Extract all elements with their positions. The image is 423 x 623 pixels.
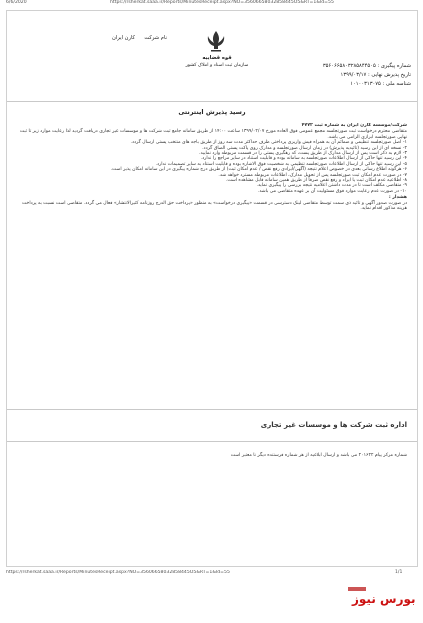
receipt-title: رسید پذیرش اینترنتی xyxy=(178,108,246,116)
org-line-2: سازمان ثبت اسناد و املاک کشور xyxy=(185,63,249,68)
notes-text: در صورت صدور آگهی و تائید ذی سمت توسط متقاضی لینک دسترسی در قسمت «پیگیری درخواست» به منظور «پرداخت حق الدرج روزنامه کثیرالانتشار» فعال می گردد. متقاضی است نسبت به پرداخت هزینه مذکور اقدام نماید. xyxy=(22,200,407,212)
body-lead: شرکت/موسسه کارن ایران به شماره ثبت ۴۷۷۲ xyxy=(301,123,407,128)
footer-note: شماره مرکز پیام ۲۰۱۶۲۲ می باشد و ارسال ابلاغیه از هر شماره فرستنده دیگر نا معتبر است xyxy=(230,453,407,458)
paragraph-6: ۶- هرگونه اطلاع رسانی بعدی در خصوص اعلام نتیجه (آگهی/ایرادی رفع نقص / عدم امکان ثبت) از طریق درج شماره پیگیری در این سامانه امکان پذیر است. xyxy=(110,167,407,173)
paragraph-10: ۱۰- در صورت عدم رعایت موارد فوق مسئولیت آن بر عهده متقاضی می باشد. xyxy=(257,188,407,194)
tracking-value: ۳۵۶۰۶۶۵۸۰۳۲۸۵۸۴۴۵۰۵ xyxy=(322,63,376,69)
company-block xyxy=(47,35,167,41)
paragraph-9: ۹- متقاضی مکلف است تا در مدت داشتن اعلامیه نتیجه بررسی را پیگیری نماید. xyxy=(256,183,407,189)
document-sheet xyxy=(6,10,418,567)
paragraph-7: ۷- در صورت عدم امکان ثبت صورتجلسه پس از تحویل مدارک، اطلاعات مربوطه مسترد خواهد شد. xyxy=(218,172,407,178)
notes-title: هشدار : xyxy=(388,195,407,201)
print-url-bottom[interactable]: https://rsherkat.saaa.ir/Reports/MinutesReceipt.aspx?NO=35606658032858445O5&RT=1&Id=55 xyxy=(6,570,230,575)
office-title: اداره ثبت شرکت ها و موسسات غیر تجاری xyxy=(260,421,407,429)
paragraph-8: ۸- اطلاعیه عدم امکان ثبت یا ایراد و رفع نقص صرفاً از طریق همین سامانه قابل مشاهده است. xyxy=(225,178,407,184)
id-value: ۱۰۱۰۰۳۱۳۰۷۵ xyxy=(350,81,381,87)
date-row xyxy=(237,72,411,81)
date-value: ۱۳۹۹/۰۳/۱۷ xyxy=(340,72,367,78)
office-divider-top xyxy=(7,409,417,410)
paragraph-5: ۵- این رسید تنها حاکی از ارسال اطلاعات صورتجلسه تنظیمی به شخصیت فوق الاشاره بوده و قابلیت استناد به سایر تصمیمات ندارد. xyxy=(155,161,407,167)
paragraph-2: ۲- نسخه ای از این رسید (تائیدیه پذیرش) در زمان ارسال صورتجلسه و مدارک روی پاکت پستی الصاق گردد. xyxy=(202,145,407,151)
org-line-1: قوه قضاییه xyxy=(202,55,232,61)
print-url-top[interactable]: https://rsherkat.saaa.ir/Reports/MinutesReceipt.aspx?NO=35606658032858445O5&RT=1&Id=55 xyxy=(110,0,334,5)
tracking-label: شماره پیگیری : xyxy=(377,63,411,69)
watermark-mark-icon xyxy=(348,587,366,591)
print-date: 6/6/2020 xyxy=(6,0,27,5)
office-divider-bottom xyxy=(7,441,417,442)
date-label: تاریخ پذیرش نهایی : xyxy=(367,72,411,78)
iran-emblem-icon xyxy=(203,29,229,53)
id-row xyxy=(237,81,411,90)
watermark-text: بورس نیوز xyxy=(352,592,416,606)
id-label: شناسه ملی : xyxy=(382,81,411,87)
body-text xyxy=(17,123,407,373)
paragraph-4: ۴- این رسید تنها حاکی از ارسال اطلاعات صورتجلسه به سامانه بوده و قابلیت استناد در سایر مراجع را ندارد. xyxy=(200,156,407,162)
print-page-number: 1/1 xyxy=(395,570,403,575)
header-divider xyxy=(7,101,417,102)
paragraph-3: ۳- لازم به ذکر است پس از ارسال مدارک از طریق پست، کد رهگیری پستی را در قسمت مربوطه وارد نمایید. xyxy=(198,151,407,157)
info-block xyxy=(237,63,411,90)
paragraph-0: متقاضی محترم درخواست ثبت صورتجلسه مجمع عمومی فوق العاده مورخ ۱۳۹۹/۰۲/۰۷ ساعت ۱۴:۰۰ از طریق سامانه جامع ثبت شرکت ها و موسسات غیر تجاری دریافت گردید لذا رعایت موارد زیر تا ثبت نهایی صورتجلسه ابرازی الزامی می باشد. xyxy=(19,129,407,140)
tracking-row xyxy=(237,63,411,72)
company-label: نام شرکت xyxy=(144,35,167,41)
company-name: کارن ایران xyxy=(112,35,136,41)
paragraph-1: ۱- اصل صورتجلسه تنظیمی و ضمائم آن به همراه فیش واریزی پرداختی ظرف حداکثر مدت سه روز از طریق باجه های منتخب پستی ارسال گردد. xyxy=(130,140,407,146)
